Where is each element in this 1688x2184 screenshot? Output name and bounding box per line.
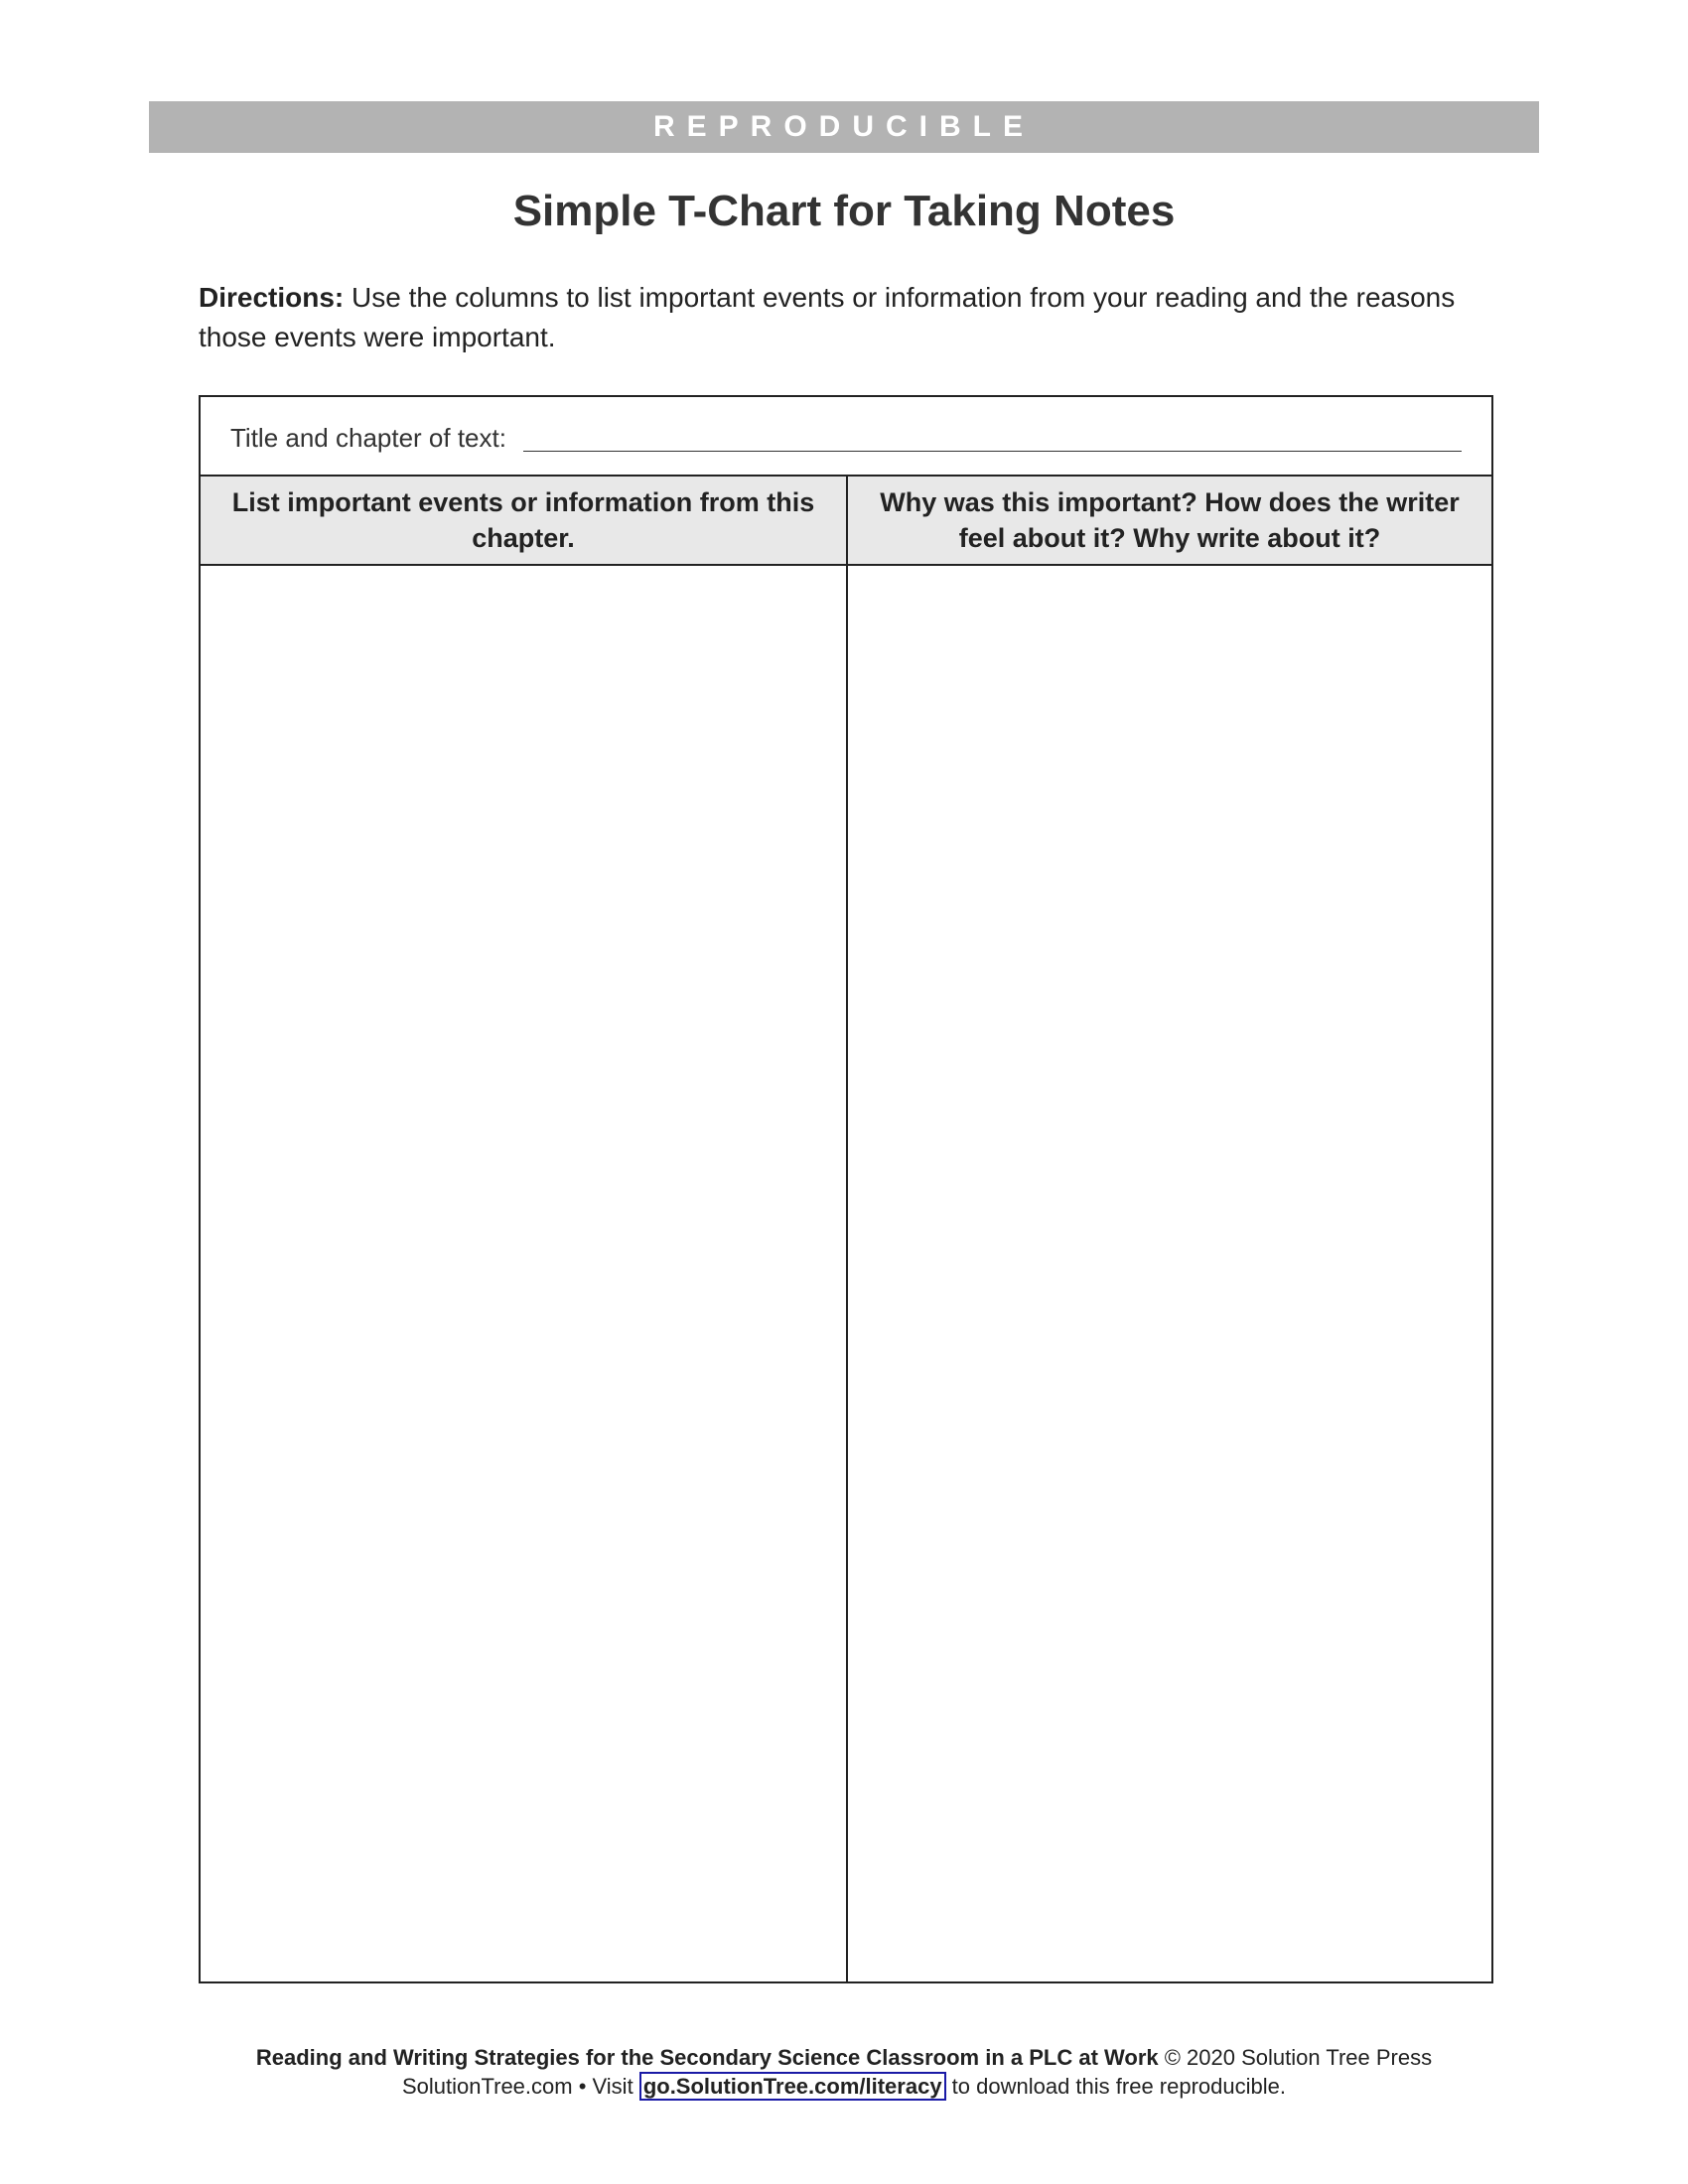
column-header-events: [201, 477, 846, 566]
footer-copyright: © 2020 Solution Tree Press: [1158, 2045, 1433, 2070]
title-chapter-blank-line[interactable]: [523, 451, 1462, 452]
directions-lead: Directions:: [199, 282, 345, 313]
t-chart: [199, 395, 1493, 1983]
column-header-events-text: List important events or information from this chapter.: [231, 487, 815, 553]
title-chapter-label: Title and chapter of text:: [230, 423, 506, 453]
directions-paragraph: [199, 278, 1489, 357]
footer-line-1: [149, 2043, 1539, 2072]
footer-visit-text: SolutionTree.com • Visit: [402, 2074, 639, 2099]
footer-line-2: [149, 2072, 1539, 2101]
column-header-importance-text: Why was this important? How does the writer feel about it? Why write about it?: [880, 487, 1460, 553]
footer-book-title: Reading and Writing Strategies for the Secondary Science Classroom in a PLC at Work: [255, 2045, 1159, 2070]
footer-literacy-link[interactable]: go.SolutionTree.com/literacy: [639, 2072, 946, 2101]
column-header-importance: [848, 477, 1491, 566]
directions-text: Use the columns to list important events or information from your reading and the reasons those events were important.: [199, 282, 1456, 352]
page-title: Simple T-Chart for Taking Notes: [512, 187, 1176, 235]
events-writing-area[interactable]: [201, 566, 846, 1981]
importance-writing-area[interactable]: [848, 566, 1491, 1981]
footer-download-text: to download this free reproducible.: [945, 2074, 1286, 2099]
reproducible-banner: REPRODUCIBLE: [149, 101, 1539, 153]
footer: [149, 2043, 1539, 2101]
title-chapter-row: [201, 397, 1491, 477]
